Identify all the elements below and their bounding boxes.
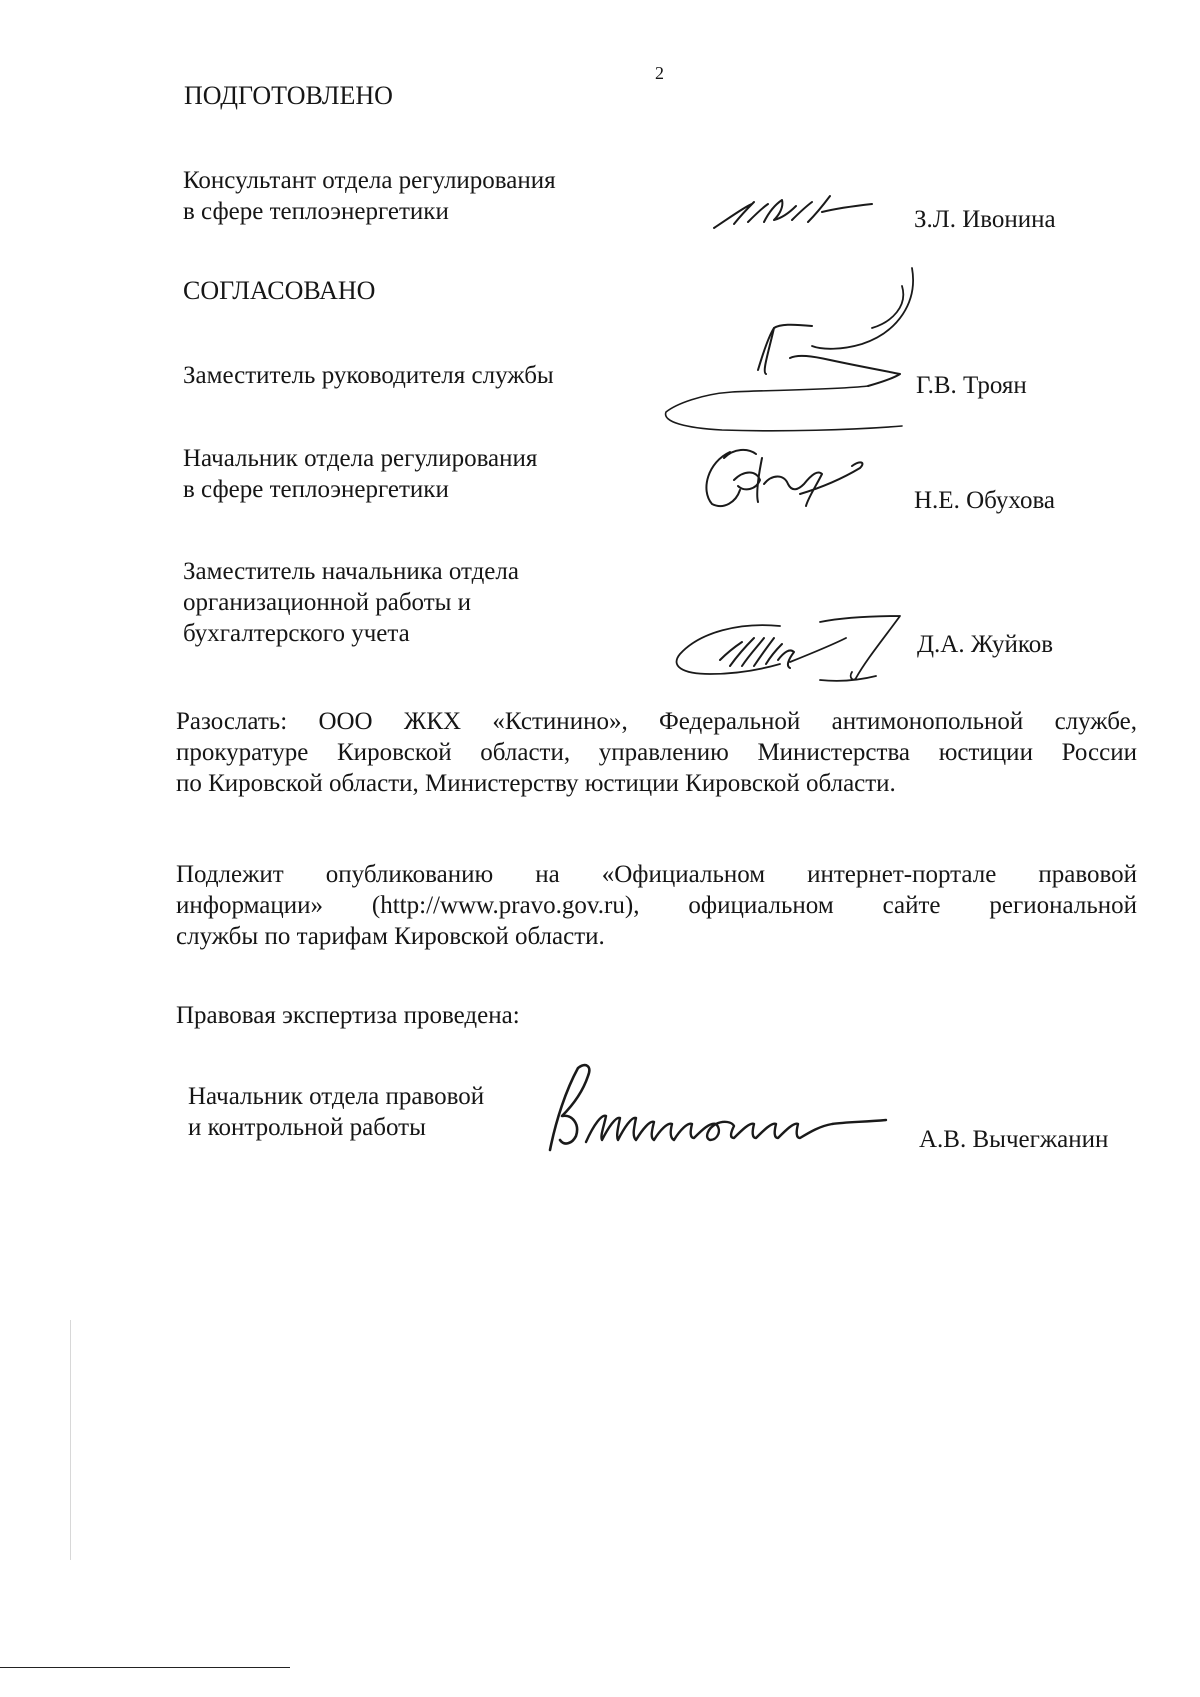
publication-notice xyxy=(176,859,1137,952)
position-line: Заместитель руководителя службы xyxy=(183,362,554,389)
prepared-position xyxy=(183,165,556,227)
prepared-heading: ПОДГОТОВЛЕНО xyxy=(184,81,393,110)
signature-vychegzhanin xyxy=(520,1060,910,1160)
signature-troyan xyxy=(662,262,922,442)
distribution-list xyxy=(176,706,1137,799)
signer-name: Д.А. Жуйков xyxy=(917,631,1054,658)
position-line: Начальник отдела регулирования xyxy=(183,445,538,472)
page-number: 2 xyxy=(655,63,664,83)
signer-name: Н.Е. Обухова xyxy=(914,487,1056,514)
legal-review-position xyxy=(188,1081,484,1143)
signature-ivonina xyxy=(712,192,882,236)
position-line: бухгалтерского учета xyxy=(183,620,410,647)
signature-zhuikov xyxy=(670,608,910,688)
distribution-line: Разослать: ООО ЖКХ «Кстинино», Федеральной антимонопольной службе, xyxy=(176,708,1137,735)
signature-obukhova xyxy=(700,440,880,520)
distribution-line: прокуратуре Кировской области, управлению Министерства юстиции России xyxy=(176,739,1137,766)
position-line: в сфере теплоэнергетики xyxy=(183,198,449,225)
distribution-line: по Кировской области, Министерству юстиции Кировской области. xyxy=(176,770,896,797)
signer-position xyxy=(183,360,554,391)
position-line: в сфере теплоэнергетики xyxy=(183,476,449,503)
position-line: Заместитель начальника отдела xyxy=(183,558,519,585)
position-line: Консультант отдела регулирования xyxy=(183,167,556,194)
prepared-name: З.Л. Ивонина xyxy=(914,206,1056,233)
position-line: организационной работы и xyxy=(183,589,472,616)
publication-line: службы по тарифам Кировской области. xyxy=(176,923,605,950)
signer-position xyxy=(183,443,537,505)
publication-line: Подлежит опубликованию на «Официальном интернет-портале правовой xyxy=(176,861,1137,888)
position-line: и контрольной работы xyxy=(188,1114,426,1141)
legal-review-name: А.В. Вычегжанин xyxy=(919,1126,1109,1153)
agreed-heading: СОГЛАСОВАНО xyxy=(183,276,376,305)
footer-rule xyxy=(0,1667,290,1668)
signer-position xyxy=(183,556,519,649)
legal-review-heading: Правовая экспертиза проведена: xyxy=(176,1002,520,1029)
signer-name: Г.В. Троян xyxy=(916,372,1027,399)
publication-line: информации» (http://www.pravo.gov.ru), официальном сайте региональной xyxy=(176,892,1137,919)
position-line: Начальник отдела правовой xyxy=(188,1083,485,1110)
scan-edge-line xyxy=(70,1320,71,1560)
